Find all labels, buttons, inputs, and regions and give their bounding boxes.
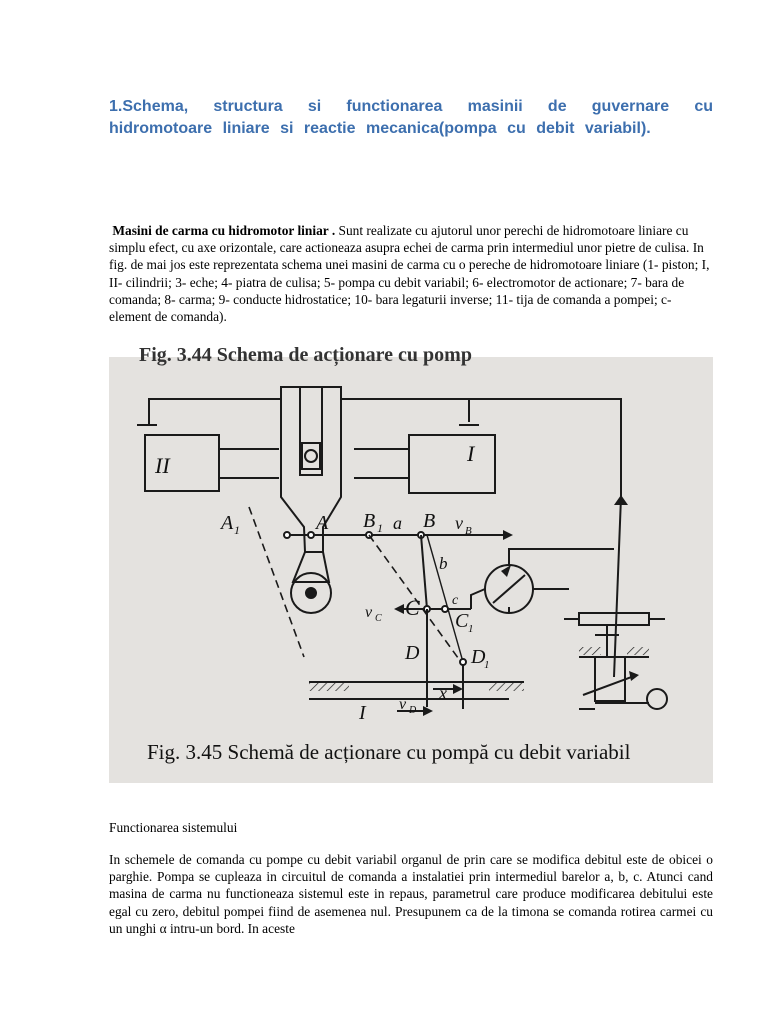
label-c-element: c <box>452 593 459 608</box>
intro-paragraph <box>109 222 713 325</box>
label-i-bottom: I <box>359 702 366 724</box>
section-heading <box>109 96 713 140</box>
svg-text:B: B <box>465 525 472 537</box>
svg-text:1: 1 <box>484 659 490 671</box>
svg-text:1: 1 <box>377 521 383 535</box>
intro-bold-lead: Masini de carma cu hidromotor liniar . <box>112 223 336 238</box>
label-vc: v <box>365 604 373 621</box>
section-title: Functionarea sistemului <box>109 820 238 835</box>
label-vd: v <box>399 696 407 713</box>
top-caption-fragment: Fig. 3.44 Schema de acționare cu pomp <box>139 344 472 366</box>
svg-text:D: D <box>409 705 417 716</box>
label-vb: v <box>455 513 463 533</box>
label-cylinder-ii: II <box>155 453 170 478</box>
heading-line-1: 1.Schema, structura si functionarea masinii de guvernare cu <box>109 98 713 115</box>
label-b1: B <box>363 510 376 532</box>
figure-caption: Fig. 3.45 Schemă de acționare cu pompă cu debit variabil <box>147 740 631 764</box>
svg-text:1: 1 <box>234 523 240 537</box>
body-paragraph: In schemele de comanda cu pompe cu debit variabil organul de prin care se modifica debitul este de obicei o parghie. Pompa se cupleaza in circuitul de comanda a instalatiei prin intermediul barelor a, b, c. Atunci cand masina de carma nu functioneaza sistemul este in repaus, parametrul care produce modificarea debitului este egal cu zero, debitul pompei fiind de asemenea nul. Presupunem ca de la timona se comanda rotirea carmei cu un unghi α intru-un bord. In aceste <box>109 852 713 936</box>
svg-text:C: C <box>375 613 382 624</box>
label-x: x <box>439 683 447 703</box>
label-a: A <box>316 512 329 534</box>
label-bar-b: b <box>439 554 448 573</box>
label-b: B <box>423 510 436 532</box>
label-a1: A <box>221 512 234 534</box>
svg-text:1: 1 <box>468 623 474 635</box>
label-cylinder-i: I <box>467 441 475 466</box>
label-c-point: C <box>405 595 420 620</box>
label-c1: C <box>455 610 469 632</box>
heading-line-2: hidromotoare liniare si reactie mecanica(pompa cu debit variabil). <box>109 120 651 137</box>
schematic-figure <box>109 344 713 783</box>
intro-text: Sunt realizate cu ajutorul unor perechi de hidromotoare liniare cu simplu efect, cu axe orizontale, care actioneaza asupra echei de carma prin intermediul unor pietre de culisa. In fig. de mai jos este reprezentata schema unei masini de carma cu o pereche de hidromotoare liniare (1- piston; I, II- cilindrii; 3- eche; 4- piatra de culisa; 5- pompa cu debit variabil; 6- electromotor de actionare; 7- bara de comanda; 8- carma; 9- conducte hidrostatice; 10- bara legaturii inverse; 11- tija de comanda a pompei; c- element de comanda). <box>109 223 710 325</box>
label-d: D <box>405 642 420 664</box>
label-bar-a: a <box>393 513 402 533</box>
schematic-drawing <box>109 344 713 783</box>
label-d1: D <box>471 646 486 668</box>
